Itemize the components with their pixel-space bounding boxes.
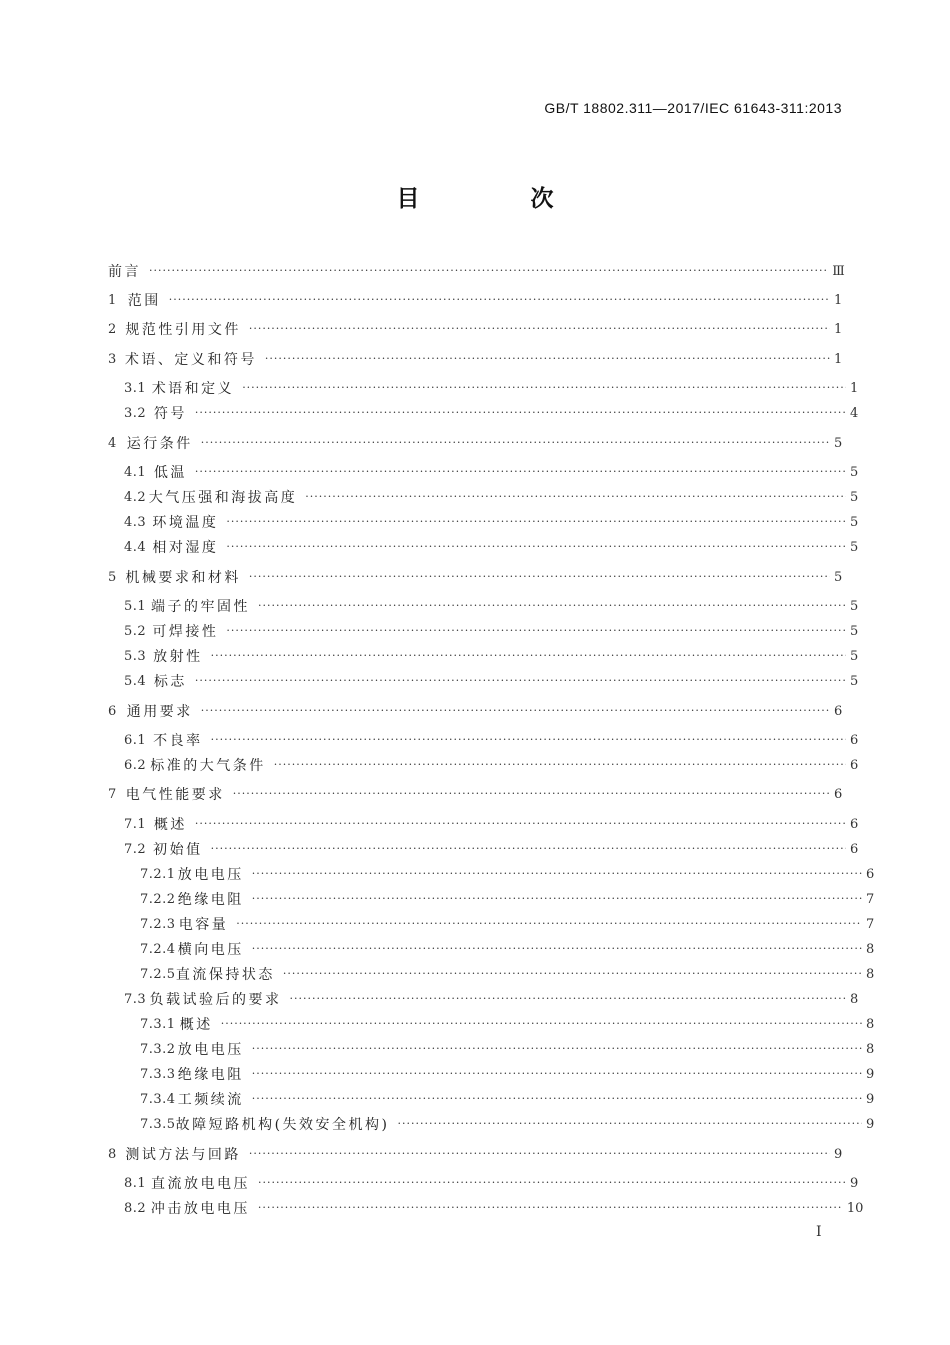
toc-entry-title: 术语和定义 (151, 381, 235, 397)
toc-entry-title: 术语、定义和符号 (124, 352, 257, 368)
toc-entry[interactable] (108, 595, 858, 617)
toc-entry[interactable] (108, 1113, 874, 1135)
toc-entry-title: 可焊接性 (152, 624, 219, 640)
toc-entry-number: 7.3.2 (140, 1041, 176, 1057)
toc-entry-title: 规范性引用文件 (125, 322, 241, 338)
toc-entry[interactable] (108, 754, 858, 776)
toc-entry-page: 6 (850, 816, 859, 832)
page-title: 目 次 (396, 186, 598, 212)
toc-entry-title: 概述 (179, 1017, 213, 1033)
toc-entry-title: 符号 (153, 406, 187, 422)
toc-leader-dots (221, 1013, 862, 1035)
toc-leader-dots (258, 1172, 846, 1194)
toc-leader-dots (249, 318, 830, 340)
toc-entry-number: 6.2 (124, 757, 147, 773)
toc-leader-dots (201, 432, 830, 454)
toc-entry[interactable] (108, 1172, 858, 1194)
toc-leader-dots (258, 595, 846, 617)
toc-leader-dots (226, 511, 846, 533)
toc-entry-page: 1 (850, 380, 859, 396)
toc-entry[interactable] (108, 1013, 874, 1035)
toc-leader-dots (211, 729, 846, 751)
toc-entry-number: 3.2 (124, 405, 147, 421)
toc-entry[interactable] (108, 938, 874, 960)
toc-entry-page: 5 (850, 673, 859, 689)
toc-leader-dots (305, 486, 846, 508)
toc-entry-number: 7.2.5 (140, 966, 176, 982)
toc-entry-page: 5 (850, 514, 859, 530)
toc-entry-number: 7.3.1 (140, 1016, 176, 1032)
toc-entry-number: 3.1 (124, 380, 147, 396)
toc-entry-title: 电气性能要求 (125, 787, 225, 803)
toc-entry-title: 放电电压 (177, 867, 244, 883)
toc-entry-page: 8 (866, 941, 875, 957)
toc-entry-title: 不良率 (153, 733, 203, 749)
toc-entry-number: 5.3 (124, 648, 147, 664)
toc-entry-number: 6 (108, 703, 117, 719)
toc-leader-dots (283, 963, 862, 985)
toc-entry-title: 测试方法与回路 (125, 1147, 241, 1163)
toc-entry-number: 4.4 (124, 539, 147, 555)
toc-entry-page: 5 (834, 569, 843, 585)
toc-leader-dots (252, 888, 862, 910)
toc-entry[interactable] (108, 813, 858, 835)
toc-leader-dots (195, 402, 846, 424)
toc-entry-page: 1 (834, 292, 843, 308)
toc-entry[interactable] (108, 1038, 874, 1060)
toc-leader-dots (195, 813, 846, 835)
toc-entry[interactable] (108, 670, 858, 692)
toc-leader-dots (252, 1088, 862, 1110)
toc-entry[interactable] (108, 1088, 874, 1110)
toc-entry[interactable] (108, 620, 858, 642)
toc-entry-page: 5 (850, 464, 859, 480)
toc-leader-dots (252, 1038, 862, 1060)
toc-entry-title: 放射性 (153, 649, 203, 665)
toc-entry[interactable] (108, 566, 842, 588)
toc-entry-page: 6 (866, 866, 875, 882)
toc-entry-page: 9 (866, 1091, 875, 1107)
toc-entry[interactable] (108, 432, 842, 454)
toc-entry-title: 标准的大气条件 (150, 758, 266, 774)
toc-entry[interactable] (108, 1143, 842, 1165)
toc-entry-page: 6 (850, 757, 859, 773)
toc-entry-number: 8 (108, 1146, 117, 1162)
toc-entry-page: 5 (850, 489, 859, 505)
toc-entry-title: 直流放电电压 (150, 1176, 250, 1192)
toc-entry[interactable] (108, 700, 842, 722)
toc-entry[interactable] (108, 913, 874, 935)
toc-entry-page: 6 (850, 841, 859, 857)
page-number: I (816, 1224, 822, 1240)
toc-leader-dots (258, 1197, 843, 1219)
toc-leader-dots (149, 260, 828, 282)
toc-entry-page: 7 (866, 916, 875, 932)
toc-leader-dots (265, 348, 830, 370)
toc-entry-number: 7.2.2 (140, 891, 176, 907)
toc-entry-title: 工频续流 (177, 1092, 244, 1108)
toc-entry-page: 6 (850, 732, 859, 748)
toc-entry-number: 7.3.3 (140, 1066, 176, 1082)
toc-entry-title: 初始值 (153, 842, 203, 858)
toc-leader-dots (233, 783, 830, 805)
toc-entry-number: 8.2 (124, 1200, 147, 1216)
toc-leader-dots (290, 988, 846, 1010)
toc-entry[interactable] (108, 377, 858, 399)
toc-entry[interactable] (108, 988, 858, 1010)
toc-leader-dots (211, 838, 846, 860)
toc-entry-number: 7.1 (124, 816, 147, 832)
toc-entry-title: 放电电压 (177, 1042, 244, 1058)
toc-entry[interactable] (108, 511, 858, 533)
toc-leader-dots (398, 1113, 862, 1135)
toc-entry-title: 直流保持状态 (175, 967, 275, 983)
toc-entry-number: 5.2 (124, 623, 147, 639)
toc-entry-number: 7.2.1 (140, 866, 176, 882)
toc-entry-number: 6.1 (124, 732, 147, 748)
toc-leader-dots (226, 620, 846, 642)
toc-entry-title: 负载试验后的要求 (149, 992, 282, 1008)
toc-entry-page: 1 (834, 351, 843, 367)
toc-leader-dots (226, 536, 846, 558)
toc-entry-title: 相对湿度 (152, 540, 219, 556)
toc-entry-number: 4.3 (124, 514, 147, 530)
toc-entry-page: 4 (850, 405, 859, 421)
toc-entry[interactable] (108, 260, 845, 282)
toc-entry-number: 7.3 (124, 991, 147, 1007)
toc-entry-title: 机械要求和材料 (125, 570, 241, 586)
toc-entry-title: 概述 (153, 817, 187, 833)
toc-entry-page: 8 (866, 966, 875, 982)
toc-entry-title: 运行条件 (126, 436, 193, 452)
toc-entry[interactable] (108, 289, 842, 311)
toc-entry-number: 7 (108, 786, 117, 802)
toc-entry-title: 电容量 (178, 917, 229, 933)
toc-entry-title: 故障短路机构(失效安全机构) (175, 1117, 390, 1133)
toc-entry-number: 7.3.5 (140, 1116, 176, 1132)
toc-entry[interactable] (108, 729, 858, 751)
toc-entry-page: 5 (834, 435, 843, 451)
toc-entry-number: 4.2 (124, 489, 147, 505)
header-code: GB/T 18802.311—2017/IEC 61643-311:2013 (544, 100, 842, 116)
toc-entry-title: 范围 (127, 293, 161, 309)
toc-entry-page: 10 (846, 1200, 864, 1216)
toc-entry-number: 3 (108, 351, 117, 367)
toc-entry-page: 8 (866, 1016, 875, 1032)
toc-entry[interactable] (108, 461, 858, 483)
toc-entry-page: 1 (834, 321, 843, 337)
toc-entry-number: 7.3.4 (140, 1091, 176, 1107)
toc-leader-dots (242, 377, 846, 399)
toc-leader-dots (201, 700, 830, 722)
toc-leader-dots (249, 1143, 830, 1165)
toc-entry-number: 4.1 (124, 464, 147, 480)
toc-entry-number: 1 (108, 292, 117, 308)
toc-entry-number: 5 (108, 569, 117, 585)
toc-entry-page: 9 (866, 1116, 875, 1132)
toc-leader-dots (252, 938, 862, 960)
toc-entry-page: 9 (850, 1175, 859, 1191)
toc-entry[interactable] (108, 1197, 864, 1219)
toc-entry-number: 4 (108, 435, 117, 451)
toc-leader-dots (195, 461, 846, 483)
toc-leader-dots (249, 566, 830, 588)
toc-leader-dots (195, 670, 846, 692)
toc-entry-page: 8 (866, 1041, 875, 1057)
toc-entry-title: 横向电压 (177, 942, 244, 958)
toc-entry-number: 7.2.3 (140, 916, 176, 932)
toc-entry-page: 5 (850, 623, 859, 639)
toc-entry-title: 标志 (153, 674, 187, 690)
toc-entry[interactable] (108, 838, 858, 860)
toc-leader-dots (169, 289, 830, 311)
toc-entry-page: 7 (866, 891, 875, 907)
toc-entry[interactable] (108, 536, 858, 558)
toc-entry[interactable] (108, 486, 858, 508)
toc-leader-dots (252, 1063, 862, 1085)
toc-entry-number: 8.1 (124, 1175, 147, 1191)
toc-entry[interactable] (108, 863, 874, 885)
toc-entry-page: 6 (834, 786, 843, 802)
toc-entry[interactable] (108, 402, 858, 424)
toc-entry-title: 绝缘电阻 (177, 1067, 244, 1083)
toc-entry[interactable] (108, 963, 874, 985)
toc-entry-page: Ⅲ (832, 263, 845, 279)
toc-entry-number: 2 (108, 321, 117, 337)
toc-entry[interactable] (108, 888, 874, 910)
toc-entry-title: 大气压强和海拔高度 (148, 490, 298, 506)
toc-entry[interactable] (108, 318, 842, 340)
toc-leader-dots (252, 863, 862, 885)
toc-entry[interactable] (108, 348, 842, 370)
toc-entry-title: 端子的牢固性 (150, 599, 250, 615)
toc-entry-number: 7.2 (124, 841, 147, 857)
toc-entry[interactable] (108, 783, 842, 805)
toc-entry-title: 通用要求 (126, 704, 193, 720)
toc-entry[interactable] (108, 645, 858, 667)
toc-leader-dots (236, 913, 862, 935)
toc-entry-title: 前言 (108, 264, 141, 280)
toc-entry-number: 5.1 (124, 598, 147, 614)
toc-entry-title: 低温 (153, 465, 187, 481)
toc-entry-page: 9 (866, 1066, 875, 1082)
toc-entry-page: 5 (850, 648, 859, 664)
toc-entry-title: 环境温度 (152, 515, 219, 531)
toc-entry-page: 5 (850, 598, 859, 614)
toc-entry-page: 9 (834, 1146, 843, 1162)
toc-entry-number: 7.2.4 (140, 941, 176, 957)
toc-entry[interactable] (108, 1063, 874, 1085)
toc-entry-title: 冲击放电电压 (150, 1201, 250, 1217)
toc-leader-dots (274, 754, 846, 776)
toc-entry-page: 6 (834, 703, 843, 719)
toc-entry-page: 5 (850, 539, 859, 555)
toc-entry-title: 绝缘电阻 (177, 892, 244, 908)
toc-entry-page: 8 (850, 991, 859, 1007)
toc-entry-number: 5.4 (124, 673, 147, 689)
toc-leader-dots (211, 645, 846, 667)
